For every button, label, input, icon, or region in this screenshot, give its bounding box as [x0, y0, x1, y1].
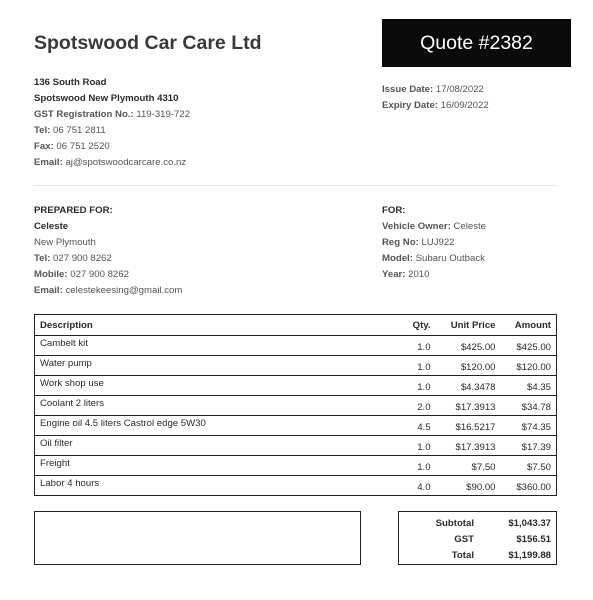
company-fax — [34, 139, 190, 155]
item-unit-price: $425.00 — [436, 336, 501, 356]
item-amount: $360.00 — [516, 482, 551, 493]
email-label: Email: — [34, 157, 63, 168]
vehicle-reg-value: LUJ922 — [421, 237, 455, 248]
quote-number-banner: Quote #2382 — [382, 19, 571, 67]
tel-label: Tel: — [34, 125, 51, 136]
table-header-row — [35, 315, 557, 336]
item-qty: 1.0 — [364, 436, 436, 456]
address-line-1: 136 South Road — [34, 77, 107, 88]
vehicle-reg — [382, 235, 486, 251]
item-unit-price: $16.5217 — [436, 416, 501, 436]
subtotal-row — [399, 515, 556, 531]
item-description: Work shop use — [35, 376, 364, 396]
item-amount: $17.39 — [501, 436, 557, 456]
quote-dates — [382, 82, 489, 114]
item-qty: 1.0 — [364, 376, 436, 396]
item-qty: 1.0 — [364, 356, 436, 376]
company-tel — [34, 123, 190, 139]
prepared-for-heading: PREPARED FOR: — [34, 205, 113, 216]
gst-registration — [34, 107, 190, 123]
vehicle-owner — [382, 219, 486, 235]
fax-label: Fax: — [34, 141, 54, 152]
item-amount: $74.35 — [501, 416, 557, 436]
table-row — [35, 356, 557, 376]
item-unit-price: $120.00 — [436, 356, 501, 376]
subtotal-label: Subtotal — [435, 517, 474, 529]
table-row — [35, 336, 557, 356]
issue-date-label: Issue Date: — [382, 84, 434, 95]
gst-label: GST Registration No.: — [34, 109, 134, 120]
totals-box — [398, 511, 557, 565]
item-unit-price: $7.50 — [436, 456, 501, 476]
expiry-date — [382, 98, 489, 114]
customer-mobile-value: 027 900 8262 — [70, 269, 129, 280]
line-items-table — [34, 314, 557, 496]
subtotal-value: $1,043.37 — [508, 517, 551, 529]
tel-value: 06 751 2811 — [53, 125, 106, 136]
column-header-unit-price: Unit Price — [436, 315, 501, 336]
customer-email — [34, 283, 182, 299]
item-description: Water pump — [35, 356, 364, 376]
item-unit-price: $90.00 — [466, 482, 496, 493]
expiry-date-value: 16/09/2022 — [440, 100, 489, 111]
gst-value: 119-319-722 — [136, 109, 191, 120]
total-value: $1,199.88 — [508, 549, 551, 561]
customer-city: New Plymouth — [34, 237, 96, 248]
item-unit-price: $4.3478 — [436, 376, 501, 396]
column-header-qty: Qty. — [364, 315, 436, 336]
company-email — [34, 155, 190, 171]
item-description: Labor 4 hours — [40, 478, 100, 489]
item-description: Coolant 2 liters — [35, 396, 364, 416]
column-header-amount: Amount — [501, 315, 557, 336]
item-qty: 2.0 — [364, 396, 436, 416]
item-amount: $34.78 — [501, 396, 557, 416]
item-amount: $120.00 — [501, 356, 557, 376]
expiry-date-label: Expiry Date: — [382, 100, 438, 111]
gst-total-value: $156.51 — [516, 533, 551, 545]
customer-mobile — [34, 267, 182, 283]
table-row — [35, 476, 557, 496]
gst-row — [399, 531, 556, 547]
vehicle-year-label: Year: — [382, 269, 406, 280]
vehicle-block — [382, 203, 486, 283]
customer-mobile-label: Mobile: — [34, 269, 68, 280]
gst-total-label: GST — [454, 533, 474, 545]
item-amount: $4.35 — [501, 376, 557, 396]
item-description: Oil filter — [35, 436, 364, 456]
prepared-for-block — [34, 203, 182, 299]
table-row — [35, 376, 557, 396]
vehicle-owner-value: Celeste — [453, 221, 486, 232]
vehicle-year-value: 2010 — [408, 269, 430, 280]
issue-date-value: 17/08/2022 — [435, 84, 484, 95]
total-row — [399, 547, 556, 563]
table-row — [35, 396, 557, 416]
customer-tel-label: Tel: — [34, 253, 51, 264]
vehicle-model-label: Model: — [382, 253, 413, 264]
item-qty: 1.0 — [364, 336, 436, 356]
table-row — [35, 456, 557, 476]
company-address-block — [34, 75, 190, 171]
table-row — [35, 416, 557, 436]
item-description: Freight — [35, 456, 364, 476]
vehicle-reg-label: Reg No: — [382, 237, 419, 248]
notes-box — [34, 511, 361, 565]
item-qty: 1.0 — [364, 456, 436, 476]
email-value[interactable]: aj@spotswoodcarcare.co.nz — [65, 157, 187, 168]
table-row — [35, 436, 557, 456]
address-line-2: Spotswood New Plymouth 4310 — [34, 93, 179, 104]
customer-tel — [34, 251, 182, 267]
customer-name: Celeste — [34, 221, 69, 232]
company-name: Spotswood Car Care Ltd — [34, 32, 262, 54]
customer-email-value[interactable]: celestekeesing@gmail.com — [65, 285, 183, 296]
item-qty: 4.0 — [417, 482, 431, 493]
issue-date — [382, 82, 489, 98]
item-qty: 4.5 — [364, 416, 436, 436]
vehicle-owner-label: Vehicle Owner: — [382, 221, 451, 232]
vehicle-model-value: Subaru Outback — [415, 253, 485, 264]
section-divider — [34, 185, 557, 186]
item-unit-price: $17.3913 — [436, 396, 501, 416]
column-header-description: Description — [35, 315, 364, 336]
customer-tel-value: 027 900 8262 — [53, 253, 112, 264]
item-unit-price: $17.3913 — [436, 436, 501, 456]
vehicle-heading: FOR: — [382, 205, 406, 216]
item-amount: $425.00 — [501, 336, 557, 356]
vehicle-year — [382, 267, 486, 283]
total-label: Total — [451, 549, 474, 561]
item-amount: $7.50 — [501, 456, 557, 476]
vehicle-model — [382, 251, 486, 267]
item-description: Cambelt kit — [35, 336, 364, 356]
item-description: Engine oil 4.5 liters Castrol edge 5W30 — [35, 416, 364, 436]
customer-email-label: Email: — [34, 285, 63, 296]
fax-value: 06 751 2520 — [56, 141, 110, 152]
